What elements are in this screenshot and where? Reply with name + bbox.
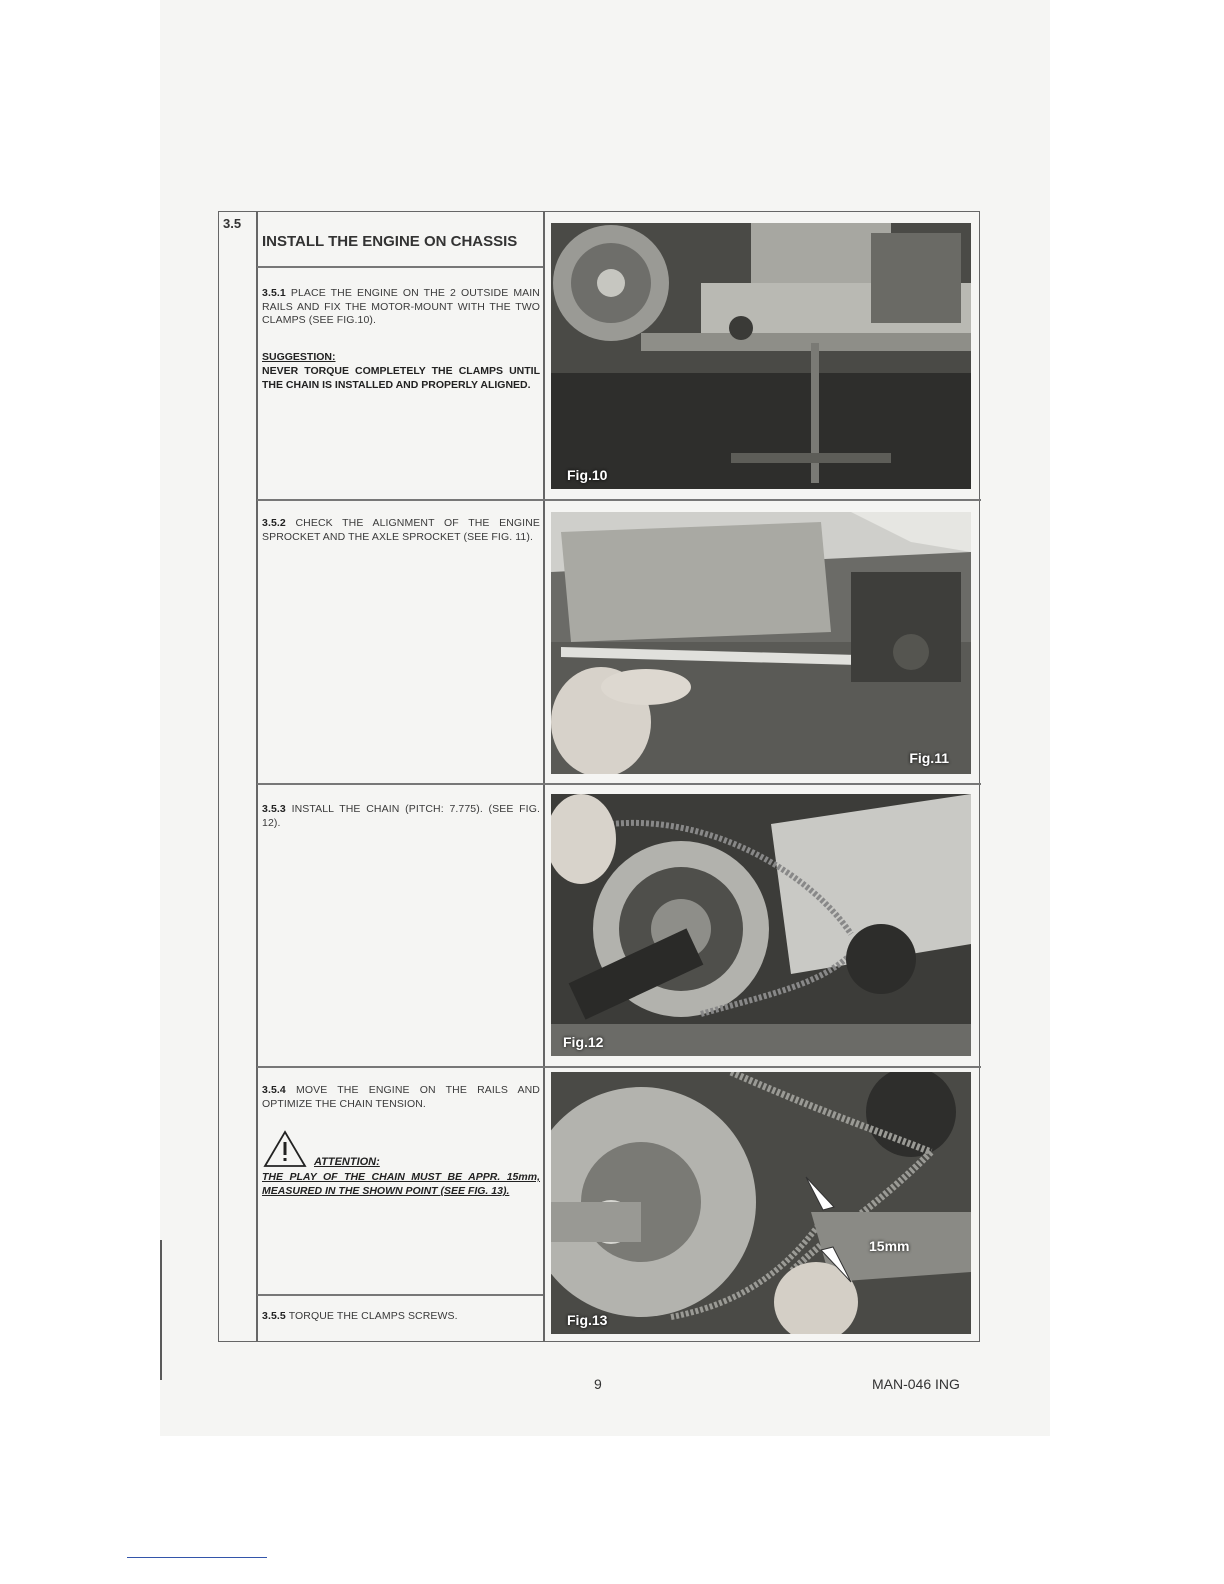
step-text: MOVE THE ENGINE ON THE RAILS AND OPTIMIZE THE CHAIN TENSION. <box>262 1084 540 1110</box>
step-number: 3.5.3 <box>262 803 286 815</box>
attention-body: THE PLAY OF THE CHAIN MUST BE APPR. 15mm, MEASURED IN THE SHOWN POINT (SEE FIG. 13). <box>262 1171 540 1197</box>
measure-label: 15mm <box>869 1238 910 1254</box>
figure-label: Fig.13 <box>567 1312 608 1328</box>
step-number: 3.5.1 <box>262 287 286 299</box>
row-divider <box>257 1066 981 1068</box>
photo-fig-12 <box>551 794 971 1056</box>
instruction-table <box>218 211 980 1342</box>
step-number: 3.5.5 <box>262 1310 286 1322</box>
figure-label: Fig.11 <box>909 750 949 766</box>
step-number: 3.5.4 <box>262 1084 286 1096</box>
step-text: CHECK THE ALIGNMENT OF THE ENGINE SPROCKET AND THE AXLE SPROCKET (SEE FIG. 11). <box>262 517 540 543</box>
photo-fig-13 <box>551 1072 971 1334</box>
table-column-divider <box>256 212 258 1341</box>
step-3-5-3 <box>262 803 540 830</box>
figure-label: Fig.12 <box>563 1034 604 1050</box>
row-divider <box>257 499 981 501</box>
attention-title: ATTENTION: <box>314 1156 380 1168</box>
document-code: MAN-046 ING <box>872 1376 960 1392</box>
section-number: 3.5 <box>223 216 242 231</box>
step-3-5-5 <box>262 1310 540 1324</box>
photo-fig-10 <box>551 223 971 489</box>
scan-edge-mark <box>160 1240 162 1380</box>
step-text: INSTALL THE CHAIN (PITCH: 7.775). (SEE FIG. 12). <box>262 803 540 829</box>
suggestion-title: SUGGESTION: <box>262 351 336 363</box>
warning-triangle-icon <box>263 1130 307 1173</box>
photo-fig-11 <box>551 512 971 774</box>
step-number: 3.5.2 <box>262 517 286 529</box>
suggestion-body: NEVER TORQUE COMPLETELY THE CLAMPS UNTIL THE CHAIN IS INSTALLED AND PROPERLY ALIGNED. <box>262 365 540 391</box>
row-divider <box>257 783 981 785</box>
step-3-5-4 <box>262 1084 540 1111</box>
footnote-rule <box>127 1557 267 1558</box>
page-number: 9 <box>594 1376 602 1392</box>
figure-label: Fig.10 <box>567 467 608 483</box>
section-title: INSTALL THE ENGINE ON CHASSIS <box>262 233 518 250</box>
row-divider <box>257 1294 543 1296</box>
step-3-5-2 <box>262 517 540 544</box>
step-3-5-1 <box>262 287 540 328</box>
table-column-divider <box>543 212 545 1341</box>
row-divider <box>257 266 543 268</box>
step-text: TORQUE THE CLAMPS SCREWS. <box>288 1310 458 1322</box>
step-text: PLACE THE ENGINE ON THE 2 OUTSIDE MAIN RAILS AND FIX THE MOTOR-MOUNT WITH THE TWO CLAMPS (SEE FIG.10). <box>262 287 540 326</box>
